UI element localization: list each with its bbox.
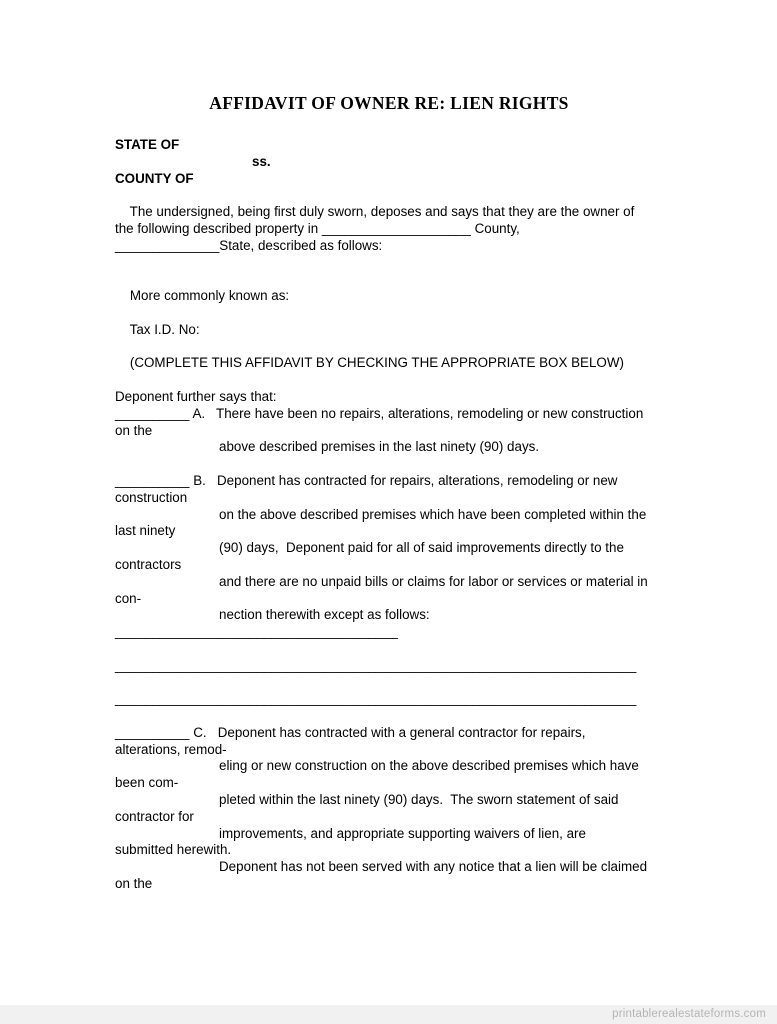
spacer [115,708,663,725]
ss-label: ss. [252,153,271,169]
spacer [115,456,663,473]
section-b-line: last ninety [115,523,176,539]
blank-field-line-short: ______________________________________ [115,624,398,640]
intro-line: The undersigned, being first duly sworn, deposes and says that they are the owner of [115,204,635,220]
blank-field-line: ______________________________________________________________________ [115,657,637,673]
spacer [115,271,663,288]
spacer [115,339,663,356]
section-a-line: above described premises in the last ninety (90) days. [219,439,540,455]
section-c-line: been com- [115,775,179,791]
section-b-line: construction [115,489,188,505]
section-c-line: eling or new construction on the above described premises which have [219,758,639,774]
spacer [115,187,663,204]
tax-id-label: Tax I.D. No: [115,321,200,337]
section-b-line: contractors [115,556,182,572]
section-b-line: con- [115,590,142,606]
footer-bar [0,1005,777,1024]
section-c-line: alterations, remod- [115,741,227,757]
deponent-further-says-label: Deponent further says that: [115,388,277,404]
spacer [115,641,663,658]
footer-site-watermark: printablerealestateforms.com [612,1008,766,1020]
section-c-line: __________ C. Deponent has contracted with a general contractor for repairs, [115,724,586,740]
county-of-label: COUNTY OF [115,170,194,186]
section-c-line: submitted herewith. [115,842,232,858]
section-b-line: and there are no unpaid bills or claims for labor or services or material in [219,573,648,589]
blank-field-line: ______________________________________________________________________ [115,691,637,707]
section-c-line: on the [115,876,153,892]
section-a-line: __________ A. There have been no repairs, alterations, remodeling or new construction [115,405,644,421]
spacer [115,675,663,692]
spacer [115,305,663,322]
spacer [115,372,663,389]
section-c-line: contractor for [115,808,194,824]
section-c-line: Deponent has not been served with any notice that a lien will be claimed [219,859,648,875]
section-b-line: nection therewith except as follows: [219,607,430,623]
section-b-line: (90) days, Deponent paid for all of said improvements directly to the [219,540,624,556]
section-a-line: on the [115,422,153,438]
state-of-label: STATE OF [115,137,180,152]
complete-affidavit-notice: (COMPLETE THIS AFFIDAVIT BY CHECKING THE APPROPRIATE BOX BELOW) [115,355,624,371]
section-b-line: on the above described premises which have been completed within the [219,506,647,522]
intro-line-county-blank: the following described property in ____________________ County, [115,220,520,236]
section-b-line: __________ B. Deponent has contracted for repairs, alterations, remodeling or new [115,472,618,488]
spacer [115,255,663,272]
document-title: AFFIDAVIT OF OWNER RE: LIEN RIGHTS [209,93,569,113]
section-c-line: pleted within the last ninety (90) days. The sworn statement of said [219,792,619,808]
intro-line-state-blank: ______________State, described as follows: [115,237,383,253]
affidavit-document [115,92,663,893]
more-commonly-known-label: More commonly known as: [115,288,290,304]
section-c-line: improvements, and appropriate supporting waivers of lien, are [219,825,586,841]
